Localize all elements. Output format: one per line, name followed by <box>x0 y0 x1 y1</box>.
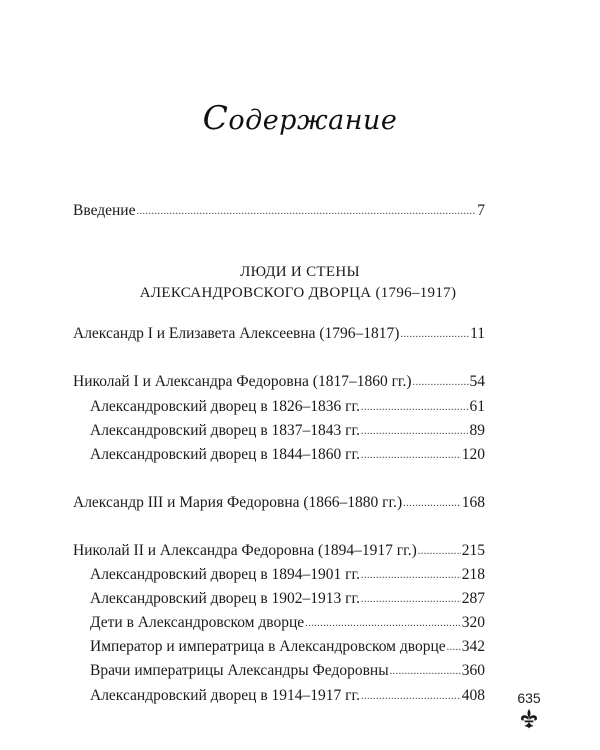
toc-entry-label: Александр III и Мария Федоровна (1866–1880 гг.) <box>73 494 403 511</box>
toc-subentry[interactable] <box>90 588 485 610</box>
fleur-de-lis-icon <box>518 708 540 730</box>
toc-entry-page: 168 <box>461 494 485 511</box>
toc-entry-page: 215 <box>461 542 485 559</box>
dot-leader <box>136 201 476 223</box>
toc-entry-label: Император и императрица в Александровском дворце <box>90 638 446 655</box>
toc-entry-label: Александровский дворец в 1837–1843 гг. <box>90 422 360 439</box>
toc-entry-intro[interactable] <box>73 200 485 222</box>
dot-leader <box>361 565 461 587</box>
toc-entry[interactable] <box>73 492 485 514</box>
toc-entry-page: 7 <box>477 202 485 219</box>
toc-entry-page: 408 <box>461 687 485 704</box>
toc-entry-page: 54 <box>469 373 485 390</box>
toc-entry-label: Врачи императрицы Александры Федоровны <box>90 662 389 679</box>
toc-entry-page: 287 <box>461 590 485 607</box>
toc-subentry[interactable] <box>90 564 485 586</box>
toc-entry-label: Александр I и Елизавета Алексеевна (1796–1817) <box>73 325 400 342</box>
dot-leader <box>400 324 469 346</box>
section-heading-line2: АЛЕКСАНДРОВСКОГО ДВОРЦА (1796–1917) <box>139 285 457 301</box>
page-number: 635 <box>517 690 541 706</box>
toc-subentry[interactable] <box>90 660 485 682</box>
toc-entry[interactable] <box>73 371 485 393</box>
dot-leader <box>305 613 461 635</box>
toc-entry-page: 120 <box>461 446 485 463</box>
dot-leader <box>403 493 461 515</box>
dot-leader <box>413 372 469 394</box>
toc-entry-label: Александровский дворец в 1826–1836 гг. <box>90 398 360 415</box>
toc-entry-label: Александровский дворец в 1844–1860 гг. <box>90 446 360 463</box>
title-initial: С <box>202 98 229 137</box>
toc-entry-page: 89 <box>469 422 485 439</box>
toc-entry-page: 342 <box>461 638 485 655</box>
toc-subentry[interactable] <box>90 612 485 634</box>
dot-leader <box>361 589 461 611</box>
toc-entry-label: Александровский дворец в 1914–1917 гг. <box>90 687 360 704</box>
toc-entry-label: Введение <box>73 202 136 219</box>
toc-entry-page: 360 <box>461 662 485 679</box>
dot-leader <box>447 637 461 659</box>
toc-subentry[interactable] <box>90 685 485 707</box>
toc-entry[interactable] <box>73 540 485 562</box>
toc-subentry[interactable] <box>90 420 485 442</box>
toc-subentry[interactable] <box>90 396 485 418</box>
toc-entry[interactable] <box>73 323 485 345</box>
page-title <box>0 98 600 137</box>
dot-leader <box>361 421 469 443</box>
dot-leader <box>418 541 461 563</box>
dot-leader <box>361 686 461 708</box>
toc-subentry[interactable] <box>90 636 485 658</box>
toc-entry-label: Николай II и Александра Федоровна (1894–1917 гг.) <box>73 542 417 559</box>
toc-entry-page: 218 <box>461 566 485 583</box>
section-heading-line1: ЛЮДИ И СТЕНЫ <box>240 264 360 280</box>
toc-subentry[interactable] <box>90 444 485 466</box>
dot-leader <box>390 661 461 683</box>
dot-leader <box>361 445 461 467</box>
toc-entry-page: 11 <box>470 325 485 342</box>
toc-entry-label: Николай I и Александра Федоровна (1817–1860 гг.) <box>73 373 412 390</box>
toc-entry-page: 320 <box>461 614 485 631</box>
toc-entry-label: Александровский дворец в 1894–1901 гг. <box>90 566 360 583</box>
title-rest: одержание <box>228 105 398 136</box>
toc-entry-page: 61 <box>469 398 485 415</box>
dot-leader <box>361 397 469 419</box>
toc-entry-label: Александровский дворец в 1902–1913 гг. <box>90 590 360 607</box>
toc-entry-label: Дети в Александровском дворце <box>90 614 305 631</box>
